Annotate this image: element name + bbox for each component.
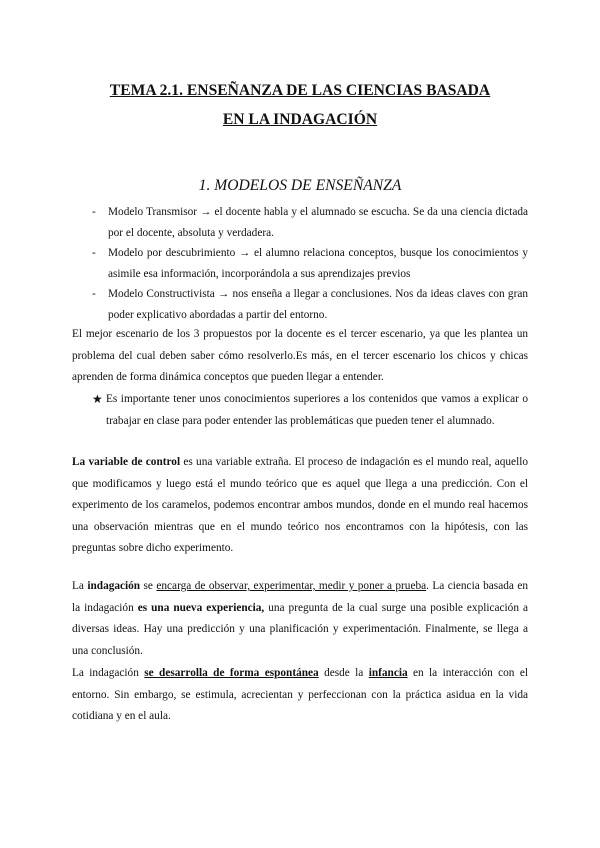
star-icon: ★ bbox=[92, 392, 103, 406]
development-text: en la interacción con el entorno. Sin embargo, se estimula, acrecientan y perfeccionan con la práctica asidua en la vida cotidiana y en el aula. bbox=[72, 667, 528, 722]
star-note-text: Es importante tener unos conocimientos superiores a los contenidos que vamos a explicar o trabajar en clase para poder entender las problemáticas que pueden tener el alumnado. bbox=[106, 393, 528, 427]
development-text: desde la bbox=[318, 667, 369, 679]
development-paragraph bbox=[72, 663, 528, 728]
inquiry-term: indagación bbox=[87, 580, 141, 592]
control-variable-term: La variable de control bbox=[72, 456, 181, 468]
inquiry-definition: encarga de observar, experimentar, medir y poner a prueba bbox=[156, 580, 427, 592]
document-title bbox=[60, 76, 540, 134]
inquiry-text: se bbox=[140, 580, 157, 592]
inquiry-text: La bbox=[72, 580, 88, 592]
inquiry-paragraph bbox=[72, 576, 528, 662]
teaching-models-list bbox=[92, 202, 528, 325]
inquiry-highlight: es una nueva experiencia, bbox=[137, 601, 265, 614]
inquiry-text: . La ciencia basada en la indagación bbox=[72, 580, 528, 614]
star-note bbox=[92, 389, 528, 432]
list-item bbox=[92, 243, 528, 284]
list-dash: - bbox=[92, 288, 96, 300]
childhood-term: infancia bbox=[368, 667, 408, 679]
control-variable-text: es una variable extraña. El proceso de indagación es el mundo real, aquello que modificamos y luego está el mundo teórico que es aquel que llega a una predicción. Con el experimento de los caramelos, podemos encontrar ambos mundos, donde en el mundo real hacemos una observación mientras que en el mundo teórico nos encontramos con la hipótesis, con las preguntas sobre dicho experimento. bbox=[72, 456, 528, 554]
title-line-1: TEMA 2.1. ENSEÑANZA DE LAS CIENCIAS BASADA bbox=[109, 82, 491, 99]
model-text: Modelo Constructivista → nos enseña a llegar a conclusiones. Nos da ideas claves con gran poder explicativo abordadas a partir del entorno. bbox=[108, 288, 528, 321]
development-highlight: se desarrolla de forma espontánea bbox=[144, 667, 319, 679]
list-item bbox=[92, 202, 528, 243]
inquiry-text: una pregunta de la cual surge una posible explicación a diversas ideas. Hay una predicción y una planificación y experimentación. Finalmente, se llega a una conclusión. bbox=[72, 601, 528, 657]
model-text: Modelo Transmisor → el docente habla y el alumnado se escucha. Se da una ciencia dictada por el docente, absoluta y verdadera. bbox=[108, 206, 528, 239]
control-variable-paragraph bbox=[72, 452, 528, 560]
list-dash: - bbox=[92, 247, 96, 259]
scenario-paragraph: El mejor escenario de los 3 propuestos por la docente es el tercer escenario, ya que les plantea un problema del cual deben saber cómo resolverlo.Es más, en el tercer escenario los chicos y chicas aprenden de forma dinámica conceptos que pueden llegar a entender. bbox=[72, 328, 528, 383]
list-item bbox=[92, 284, 528, 325]
title-line-2: EN LA INDAGACIÓN bbox=[222, 111, 378, 128]
section-heading: 1. MODELOS DE ENSEÑANZA bbox=[198, 177, 402, 194]
list-dash: - bbox=[92, 206, 96, 218]
development-text: La indagación bbox=[72, 667, 145, 679]
model-text: Modelo por descubrimiento → el alumno relaciona conceptos, busque los conocimientos y asimile esa información, incorporándola a sus aprendizajes previos bbox=[108, 247, 528, 280]
